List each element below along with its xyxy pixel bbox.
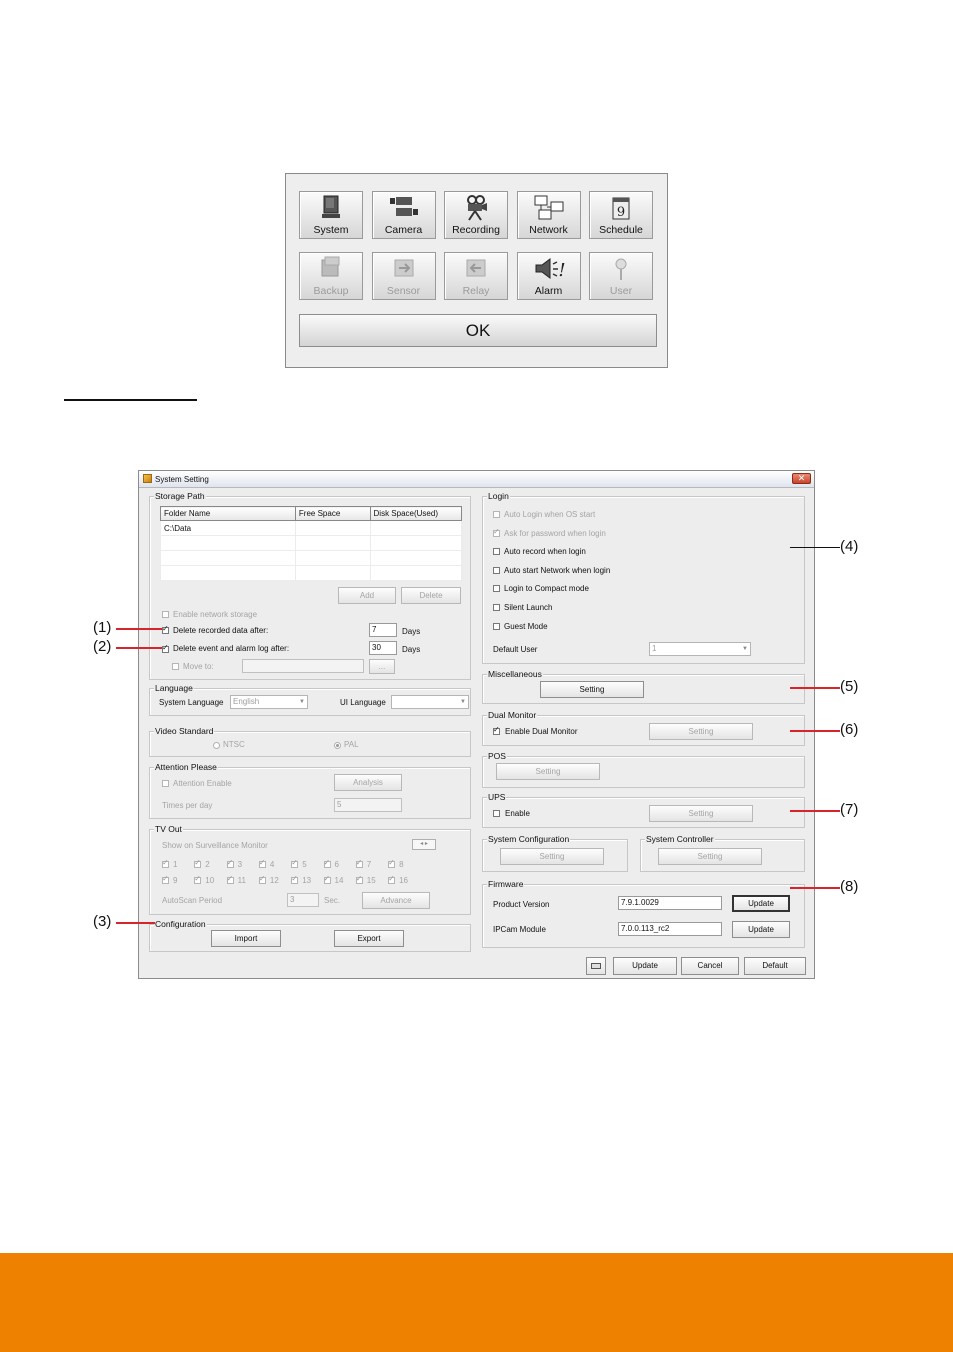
language-group — [149, 683, 471, 716]
system-controller-title: System Controller — [646, 834, 714, 844]
table-cell — [161, 551, 296, 566]
chevron-down-icon: ▼ — [742, 646, 748, 652]
configuration-title: Configuration — [155, 919, 206, 929]
delete-event-days-input[interactable]: 30 — [369, 641, 397, 655]
firmware-title: Firmware — [488, 879, 524, 889]
menu-tile-label: System — [313, 224, 349, 236]
login-option-checkbox[interactable]: ✓ — [493, 526, 500, 536]
callout-1-line — [116, 628, 162, 630]
import-button[interactable]: Import — [211, 930, 281, 947]
ntsc-radio[interactable] — [213, 742, 220, 749]
storage-path-title: Storage Path — [155, 491, 205, 501]
table-cell — [295, 536, 370, 551]
times-per-day-label: Times per day — [162, 801, 213, 810]
callout-6: (6) — [840, 721, 859, 738]
tv-channel-label: 4 — [269, 860, 275, 869]
attention-enable-checkbox[interactable] — [162, 780, 169, 787]
login-option-checkbox[interactable] — [493, 567, 500, 574]
table-row[interactable] — [161, 551, 462, 566]
video-standard-title: Video Standard — [155, 726, 214, 736]
delete-recorded-checkbox[interactable]: ✓ — [162, 624, 169, 633]
miscellaneous-group — [482, 669, 805, 704]
video-standard-group — [149, 726, 471, 757]
attention-title: Attention Please — [155, 762, 217, 772]
ok-button[interactable]: OK — [299, 314, 657, 347]
system-configuration-title: System Configuration — [488, 834, 570, 844]
ups-setting-button[interactable]: Setting — [649, 805, 753, 822]
table-row[interactable] — [161, 566, 462, 581]
callout-7-line — [790, 810, 840, 812]
tv-channel-8-checkbox[interactable]: ✓ — [388, 858, 395, 867]
table-cell: C:\Data — [161, 521, 296, 536]
tv-channel-9-checkbox[interactable]: ✓ — [162, 874, 169, 883]
system-language-select[interactable] — [230, 695, 308, 709]
table-cell — [161, 566, 296, 581]
login-option-checkbox[interactable] — [493, 585, 500, 592]
chevron-down-icon: ▼ — [460, 699, 466, 705]
add-button[interactable]: Add — [338, 587, 396, 604]
table-cell — [370, 551, 461, 566]
tv-channel-label: 10 — [205, 876, 215, 885]
callout-2-line — [116, 647, 162, 649]
tv-channel-7-checkbox[interactable]: ✓ — [355, 858, 363, 867]
tv-channel-label: 5 — [302, 860, 307, 869]
table-cell — [295, 521, 370, 536]
menu-tile-label: Recording — [452, 224, 500, 236]
title-bar — [139, 471, 814, 488]
menu-tile-label: Camera — [384, 224, 423, 236]
login-option-checkbox[interactable] — [493, 623, 500, 630]
menu-tile-label: Schedule — [599, 224, 643, 236]
misc-setting-button[interactable]: Setting — [540, 681, 644, 698]
product-version-field: 7.9.1.0029 — [618, 896, 722, 910]
ui-language-label: UI Language — [340, 698, 386, 707]
dual-monitor-title: Dual Monitor — [488, 710, 537, 720]
callout-8-line — [790, 887, 840, 889]
pos-group — [482, 751, 805, 788]
firmware-group — [482, 879, 805, 948]
tv-channel-label: 13 — [302, 876, 312, 885]
move-to-label: Move to: — [183, 662, 214, 671]
analysis-button[interactable]: Analysis — [334, 774, 402, 791]
column-header[interactable]: Free Space — [295, 507, 370, 521]
table-cell — [370, 566, 461, 581]
tv-channel-13-checkbox[interactable]: ✓ — [291, 874, 298, 883]
callout-7: (7) — [840, 801, 859, 818]
tv-out-title: TV Out — [155, 824, 182, 834]
table-cell — [295, 551, 370, 566]
delete-event-label: Delete event and alarm log after: — [173, 644, 290, 653]
language-title: Language — [155, 683, 193, 693]
default-user-label: Default User — [493, 645, 538, 654]
tv-channel-label: 8 — [399, 860, 404, 869]
system-setting-window — [138, 470, 815, 979]
autoscan-input[interactable]: 3 — [287, 893, 319, 907]
browse-button[interactable]: ... — [369, 659, 395, 674]
table-cell — [370, 521, 461, 536]
default-user-select[interactable] — [649, 642, 751, 656]
ipcam-module-label: IPCam Module — [493, 925, 546, 934]
move-to-path-input[interactable] — [242, 659, 364, 673]
attention-enable-label: Attention Enable — [173, 779, 232, 788]
tv-channel-11-checkbox[interactable]: ✓ — [226, 874, 234, 883]
system-language-value: English — [233, 697, 260, 706]
login-option-label: Silent Launch — [504, 603, 553, 612]
login-option-label: Auto Login when OS start — [504, 510, 596, 519]
system-configuration-group — [482, 834, 628, 872]
menu-tile-alarm[interactable] — [517, 252, 581, 300]
move-to-checkbox[interactable] — [172, 663, 179, 670]
tv-channel-label: 15 — [366, 876, 376, 885]
dual-setting-button[interactable]: Setting — [649, 723, 753, 740]
folder-table[interactable] — [160, 506, 462, 581]
table-cell — [295, 566, 370, 581]
ups-enable-checkbox[interactable] — [493, 810, 500, 817]
sysconf-setting-button[interactable]: Setting — [500, 848, 604, 865]
login-option-label: Login to Compact mode — [504, 584, 589, 594]
tv-channel-label: 1 — [173, 860, 178, 869]
column-header[interactable]: Disk Space(Used) — [370, 507, 461, 521]
login-group — [482, 491, 805, 664]
tv-channel-label: 9 — [173, 876, 178, 885]
login-title: Login — [488, 491, 509, 501]
days-label-1: Days — [402, 627, 421, 636]
app-icon — [143, 474, 152, 483]
delete-button[interactable]: Delete — [401, 587, 461, 604]
tv-channel-label: 14 — [334, 876, 344, 885]
callout-3-line — [116, 922, 155, 924]
ipcam-update-button[interactable]: Update — [732, 921, 790, 938]
keyboard-icon — [591, 963, 601, 969]
enable-dual-monitor-checkbox[interactable]: ✓ — [493, 725, 500, 734]
tv-channel-14-checkbox[interactable]: ✓ — [323, 874, 331, 883]
ups-enable-label: Enable — [505, 809, 530, 818]
pos-setting-button[interactable]: Setting — [496, 763, 600, 780]
ui-language-select[interactable] — [391, 695, 469, 709]
delete-recorded-label: Delete recorded data after: — [173, 626, 269, 635]
menu-tile-recording[interactable] — [444, 191, 508, 239]
chevron-down-icon: ▼ — [299, 699, 305, 705]
menu-tile-camera[interactable] — [372, 191, 436, 239]
tv-channel-16-checkbox[interactable]: ✓ — [388, 874, 395, 883]
callout-5: (5) — [840, 678, 859, 695]
login-option-label: Ask for password when login — [504, 528, 606, 538]
tv-channel-12-checkbox[interactable]: ✓ — [258, 874, 266, 883]
menu-tile-label: Sensor — [386, 285, 421, 297]
cancel-button[interactable]: Cancel — [681, 957, 739, 975]
firmware-update-button[interactable]: Update — [732, 895, 790, 912]
system-controller-group — [640, 834, 805, 872]
menu-tile-relay[interactable] — [444, 252, 508, 300]
sysctrl-setting-button[interactable]: Setting — [658, 848, 762, 865]
delete-event-checkbox[interactable]: ✓ — [162, 643, 169, 652]
svg-text:9: 9 — [616, 205, 626, 220]
tv-channel-10-checkbox[interactable]: ✓ — [194, 874, 201, 883]
enable-network-storage-label: Enable network storage — [173, 610, 258, 619]
autoscan-label: AutoScan Period — [162, 896, 223, 905]
pos-title: POS — [488, 751, 506, 761]
attention-group — [149, 762, 471, 819]
callout-6-line — [790, 730, 840, 732]
default-user-value: 1 — [652, 644, 657, 653]
table-cell — [161, 536, 296, 551]
tv-channel-6-checkbox[interactable]: ✓ — [323, 858, 331, 867]
tv-channel-label: 12 — [269, 876, 279, 885]
menu-tile-label: Alarm — [534, 285, 563, 297]
callout-4-line — [790, 547, 840, 548]
login-option-checkbox[interactable] — [493, 548, 500, 555]
table-row[interactable] — [161, 521, 462, 536]
login-option-label: Auto start Network when login — [504, 565, 611, 575]
menu-tile-label: Network — [529, 224, 568, 236]
tv-channel-1-checkbox[interactable]: ✓ — [162, 858, 169, 867]
product-version-label: Product Version — [493, 900, 550, 909]
tv-channel-label: 7 — [366, 860, 372, 869]
advance-button[interactable]: Advance — [362, 892, 430, 909]
ups-group — [482, 792, 805, 828]
update-button[interactable]: Update — [613, 957, 677, 975]
close-icon[interactable]: ✕ — [792, 473, 811, 484]
default-button[interactable]: Default — [744, 957, 806, 975]
callout-5-line — [790, 687, 840, 689]
window-title: System Setting — [155, 475, 209, 484]
days-label-2: Days — [402, 645, 421, 654]
tv-channel-label: 16 — [399, 876, 408, 885]
show-on-monitor-label: Show on Surveillance Monitor — [162, 841, 268, 850]
menu-tile-label: Backup — [313, 285, 349, 297]
tv-channel-label: 2 — [205, 860, 210, 869]
dual-monitor-group — [482, 710, 805, 746]
menu-tile-label: User — [609, 285, 633, 297]
tv-channel-label: 6 — [334, 860, 339, 869]
tv-out-group — [149, 824, 471, 915]
setup-menu-panel — [285, 173, 668, 368]
tv-channel-4-checkbox[interactable]: ✓ — [258, 858, 266, 867]
pal-label: PAL — [344, 740, 359, 749]
ntsc-label: NTSC — [223, 740, 245, 749]
menu-tile-system[interactable] — [299, 191, 363, 239]
column-header[interactable]: Folder Name — [161, 507, 296, 521]
times-per-day-input[interactable]: 5 — [334, 798, 402, 812]
menu-tile-user[interactable] — [589, 252, 653, 300]
tv-channel-3-checkbox[interactable]: ✓ — [226, 858, 234, 867]
callout-1: (1) — [93, 619, 112, 636]
menu-tile-schedule[interactable] — [589, 191, 653, 239]
footer-bar — [0, 1253, 953, 1352]
table-row[interactable] — [161, 536, 462, 551]
menu-tile-sensor[interactable] — [372, 252, 436, 300]
enable-network-storage-checkbox[interactable] — [162, 611, 169, 618]
tv-channel-2-checkbox[interactable]: ✓ — [194, 858, 201, 867]
export-button[interactable]: Export — [334, 930, 404, 947]
tv-channel-5-checkbox[interactable]: ✓ — [291, 858, 298, 867]
login-option-label: Guest Mode — [504, 621, 548, 631]
system-language-label: System Language — [159, 698, 224, 707]
section-underline — [64, 399, 197, 401]
table-cell — [370, 536, 461, 551]
menu-tile-backup[interactable] — [299, 252, 363, 300]
sec-label: Sec. — [324, 896, 341, 905]
tv-channel-label: 11 — [237, 876, 246, 885]
pal-radio[interactable] — [334, 742, 341, 749]
storage-path-group — [149, 491, 471, 680]
callout-2: (2) — [93, 638, 112, 655]
svg-text:!: ! — [557, 260, 566, 281]
ups-title: UPS — [488, 792, 506, 802]
callout-3: (3) — [93, 913, 112, 930]
menu-tile-label: Relay — [462, 285, 490, 297]
login-option-checkbox[interactable] — [493, 511, 500, 518]
keyboard-button[interactable] — [586, 957, 606, 975]
scroll-arrows[interactable]: ◂ ▸ — [412, 839, 436, 850]
tv-channel-label: 3 — [237, 860, 243, 869]
login-option-checkbox[interactable] — [493, 604, 500, 611]
login-option-label: Auto record when login — [504, 547, 586, 557]
tv-channel-15-checkbox[interactable]: ✓ — [355, 874, 363, 883]
menu-tile-network[interactable] — [517, 191, 581, 239]
callout-4: (4) — [840, 538, 859, 555]
configuration-group — [149, 919, 471, 952]
miscellaneous-title: Miscellaneous — [488, 669, 542, 679]
enable-dual-monitor-label: Enable Dual Monitor — [505, 727, 578, 736]
callout-8: (8) — [840, 878, 859, 895]
delete-recorded-days-input[interactable]: 7 — [369, 623, 397, 637]
ipcam-module-field: 7.0.0.113_rc2 — [618, 922, 722, 936]
